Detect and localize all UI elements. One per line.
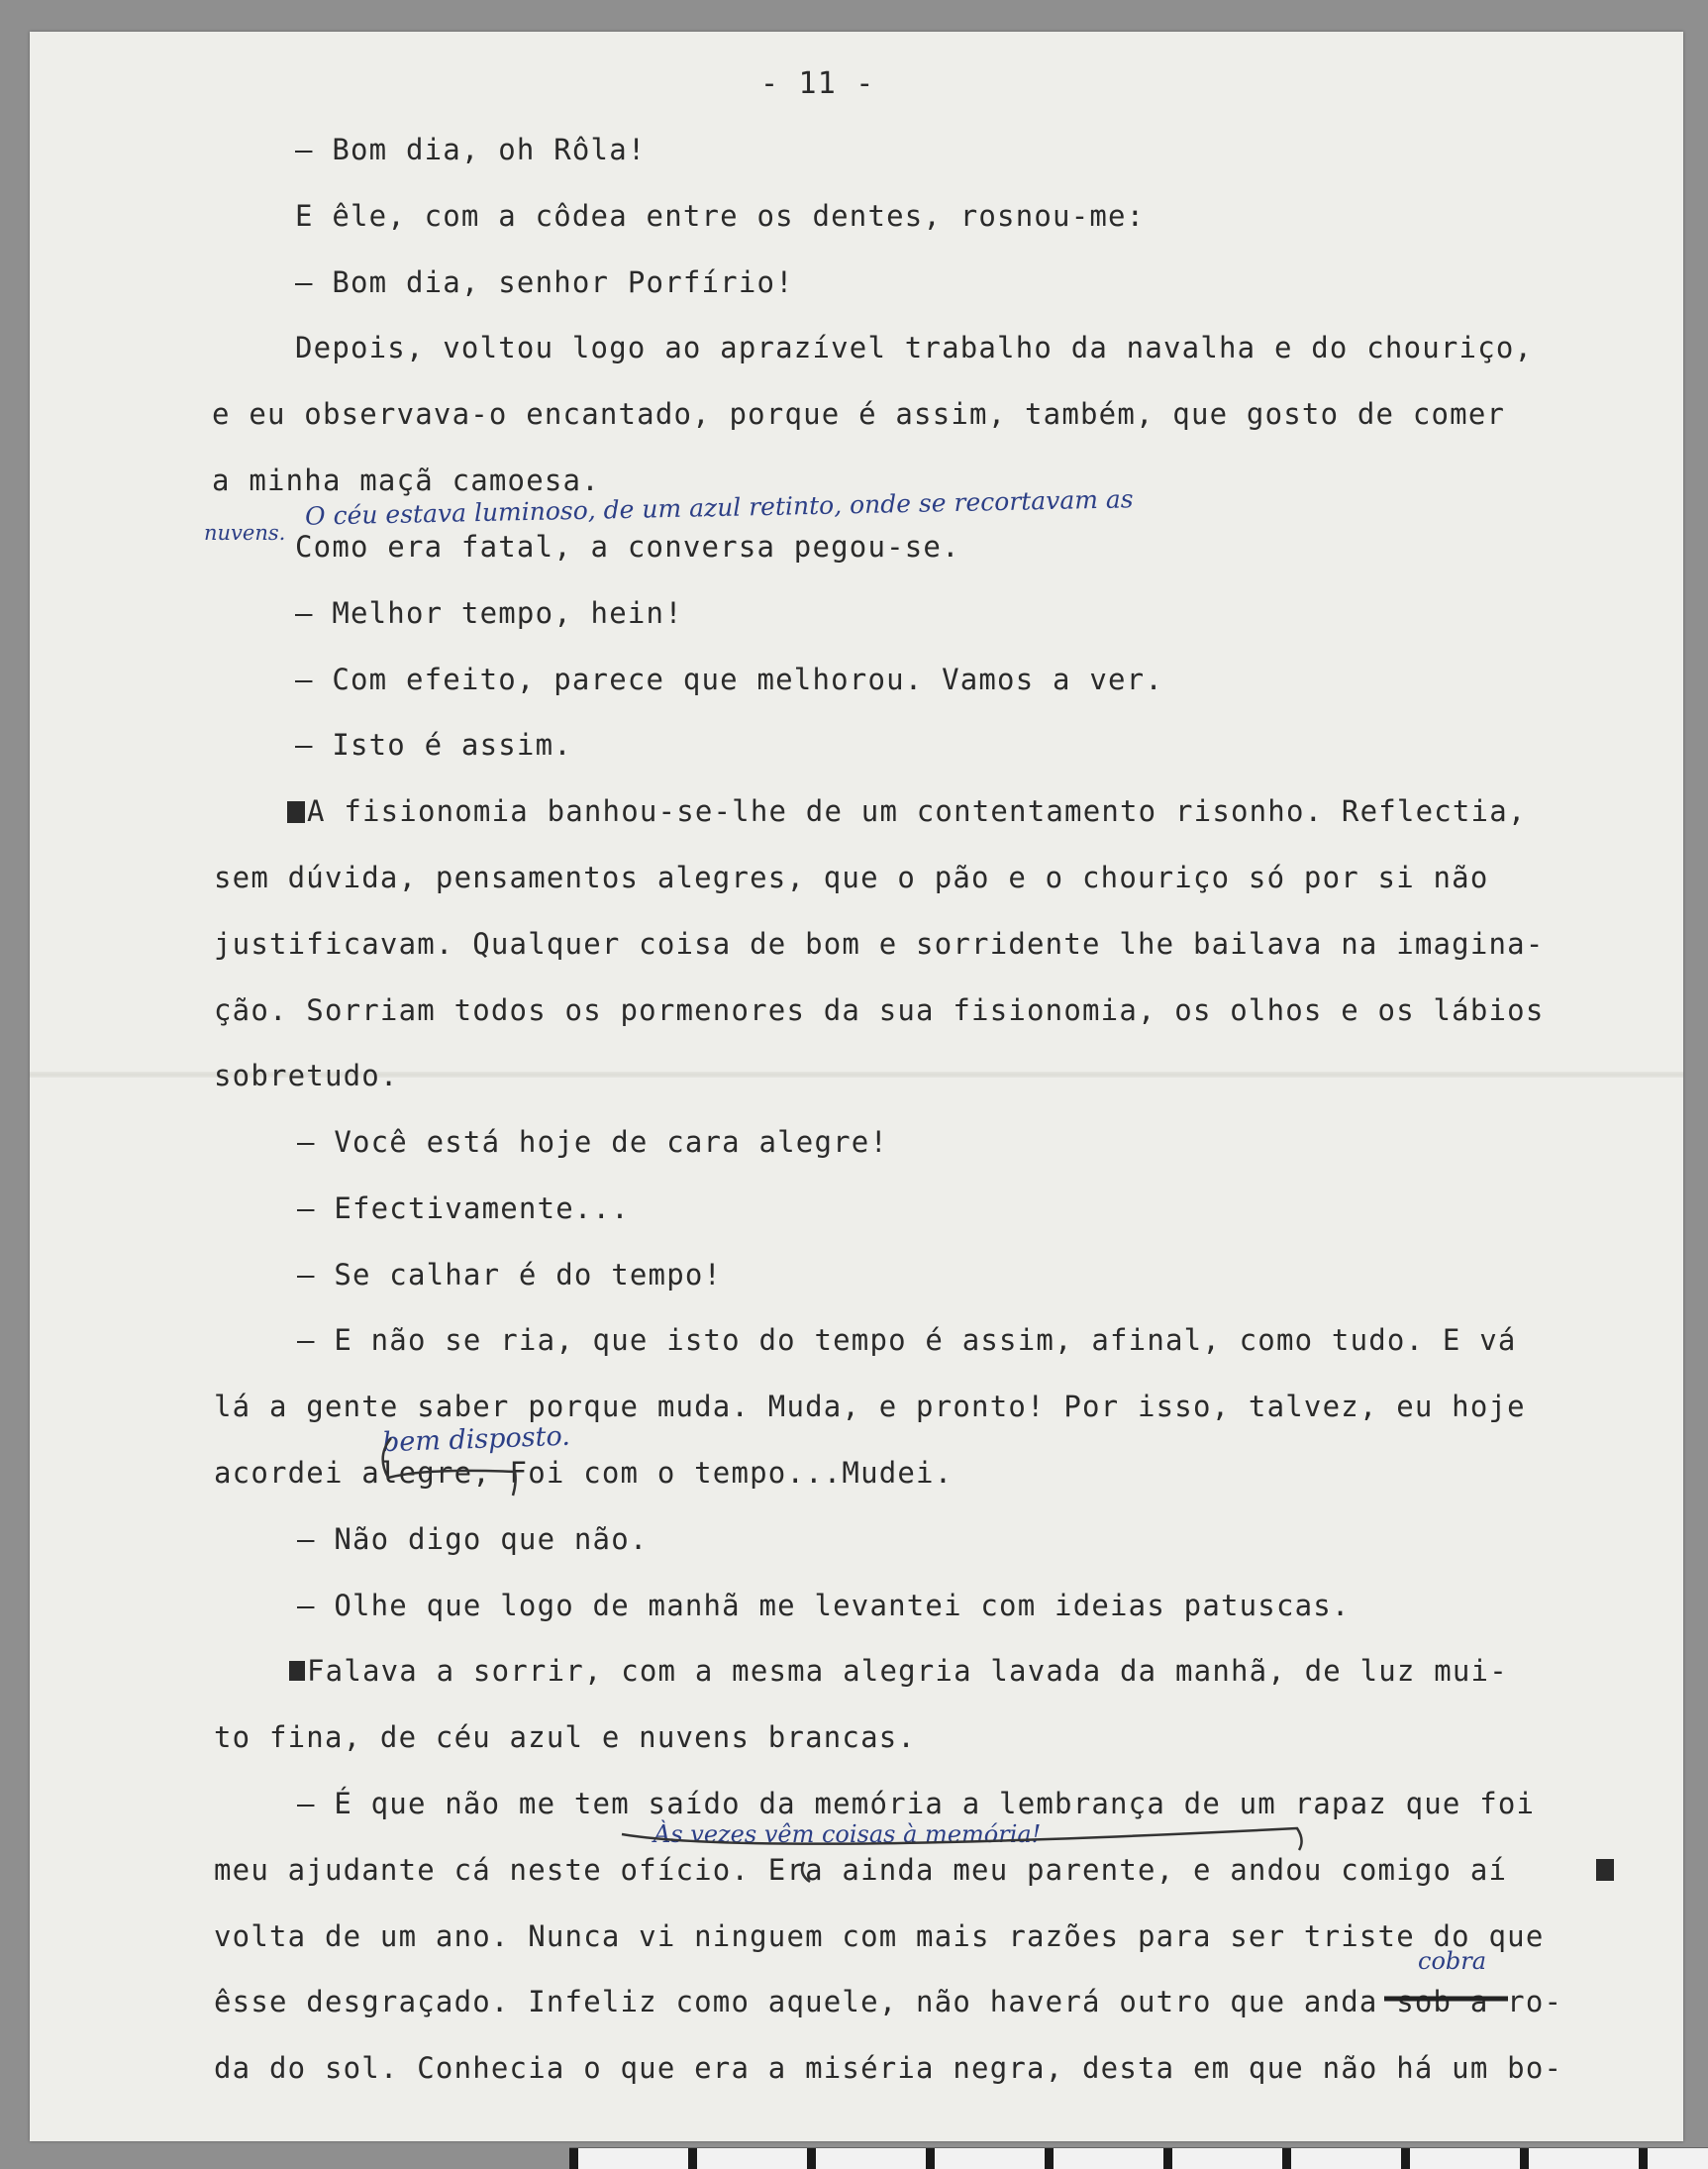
text-line: — Melhor tempo, hein! (295, 596, 683, 630)
text-line: — Não digo que não. (297, 1522, 649, 1556)
text-line: — É que não me tem saído da memória a lembrança de um rapaz que foi (297, 1787, 1536, 1820)
text-line: — Isto é assim. (295, 728, 572, 762)
text-line: sem dúvida, pensamentos alegres, que o pão e o chouriço só por si não (214, 861, 1489, 894)
text-line: E êle, com a côdea entre os dentes, rosnou-me: (295, 199, 1146, 233)
text-line: êsse desgraçado. Infeliz como aquele, não haverá outro que anda sob a ro- (214, 1985, 1563, 2018)
handwritten-note-sky: O céu estava luminoso, de um azul retinto, onde se recortavam as (304, 484, 1134, 531)
text-line: to fina, de céu azul e nuvens brancas. (214, 1720, 917, 1754)
text-line: volta de um ano. Nunca vi ninguem com mais razões para ser triste do que (214, 1919, 1545, 1953)
text-line: — E não se ria, que isto do tempo é assim, afinal, como tudo. E vá (297, 1323, 1517, 1357)
text-line: — Com efeito, parece que melhorou. Vamos a ver. (295, 663, 1163, 696)
text-line: — Se calhar é do tempo! (297, 1258, 723, 1291)
text-line: — Efectivamente... (297, 1191, 630, 1225)
handwritten-note-clouds: nuvens. (204, 521, 286, 545)
handwritten-note-well-disposed: bem disposto. (381, 1420, 571, 1459)
text-line: Falava a sorrir, com a mesma alegria lavada da manhã, de luz mui- (307, 1654, 1508, 1688)
text-line: — Bom dia, senhor Porfírio! (295, 265, 794, 299)
text-line: A fisionomia banhou-se-lhe de um contentamento risonho. Reflectia, (307, 794, 1527, 828)
scale-ruler (569, 2147, 1708, 2169)
text-line: e eu observava-o encantado, porque é assim, também, que gosto de comer (212, 397, 1506, 431)
text-line: acordei alegre, Foi com o tempo...Mudei. (214, 1456, 954, 1490)
text-line: da do sol. Conhecia o que era a miséria negra, desta em que não há um bo- (214, 2051, 1563, 2085)
text-line: Como era fatal, a conversa pegou-se. (295, 530, 960, 564)
text-line: — Bom dia, oh Rôla! (295, 133, 647, 166)
handwritten-note-memory: Às vezes vêm coisas à memória! (653, 1820, 1042, 1848)
text-line: — Olhe que logo de manhã me levantei com ideias patuscas. (297, 1589, 1351, 1622)
text-line: lá a gente saber porque muda. Muda, e pronto! Por isso, talvez, eu hoje (214, 1390, 1526, 1423)
text-line: a minha maçã camoesa. (212, 464, 600, 497)
text-line: sobretudo. (214, 1059, 399, 1092)
text-line: — Você está hoje de cara alegre! (297, 1125, 889, 1159)
page-number: - 11 - (760, 66, 875, 101)
text-line: ção. Sorriam todos os pormenores da sua fisionomia, os olhos e os lábios (214, 993, 1545, 1027)
text-line: meu ajudante cá neste ofício. Era ainda meu parente, e andou comigo aí (214, 1853, 1508, 1887)
text-line: Depois, voltou logo ao aprazível trabalho da navalha e do chouriço, (295, 331, 1534, 364)
text-line: justificavam. Qualquer coisa de bom e sorridente lhe bailava na imagina- (214, 927, 1545, 961)
handwritten-note-cobra: cobra (1418, 1947, 1487, 1975)
